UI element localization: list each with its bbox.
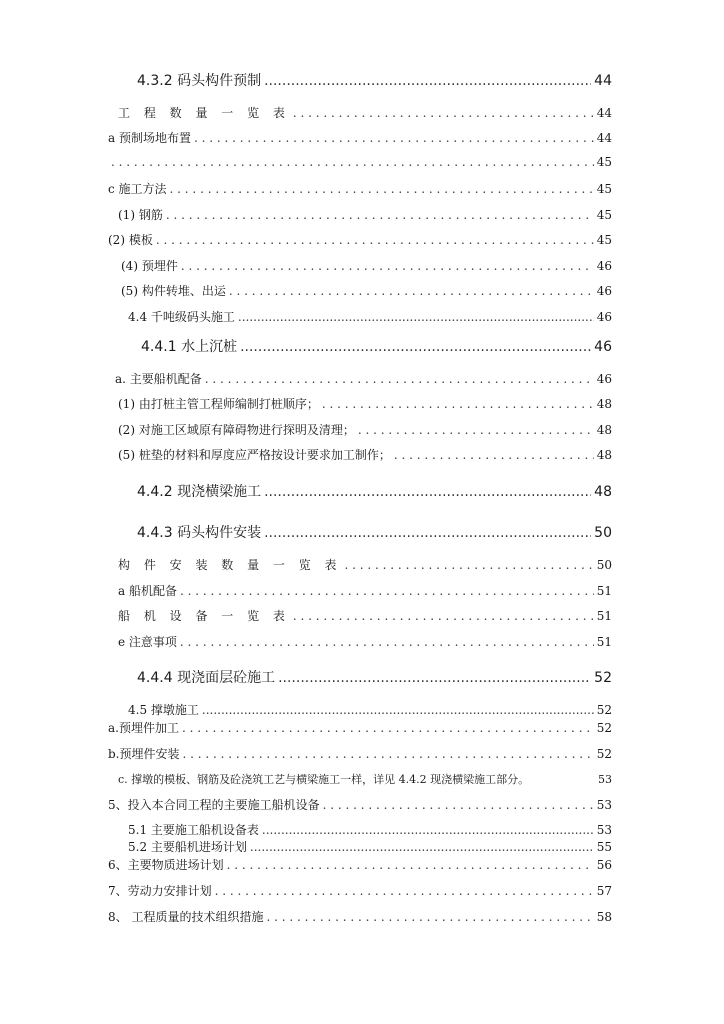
toc-entry-label: b.预埋件安装 (108, 747, 180, 761)
toc-entry[interactable] (118, 446, 612, 463)
toc-entry-page: 46 (594, 339, 612, 355)
toc-entry-page: 58 (596, 910, 612, 924)
toc-entry[interactable] (128, 701, 612, 718)
toc-entry-label: 6、主要物质进场计划 (108, 858, 224, 872)
toc-entry-label: a.预埋件加工 (108, 721, 179, 735)
toc-entry-page: 45 (596, 155, 612, 169)
toc-entry-label: (1) 由打桩主管工程师编制打桩顺序； (118, 397, 319, 411)
toc-entry[interactable] (118, 421, 612, 438)
toc-entry-label: (4) 预埋件 (121, 259, 178, 273)
toc-entry-label: 4.4.4 现浇面层砼施工 (137, 670, 276, 686)
toc-entry[interactable] (121, 257, 612, 274)
toc-entry[interactable] (137, 522, 612, 542)
toc-entry-label: (5) 构件转堆、出运 (121, 284, 226, 298)
toc-entry-label: 工 程 数 量 一 览 表 (118, 106, 290, 120)
toc-leader-dots (266, 910, 593, 924)
toc-entry-page: 48 (596, 448, 612, 462)
toc-entry[interactable] (108, 882, 612, 899)
toc-entry[interactable] (137, 481, 612, 501)
toc-leader-dots (182, 721, 594, 735)
toc-entry-label: 4.4.2 现浇横梁施工 (137, 484, 262, 500)
toc-leader-dots (183, 747, 594, 761)
toc-entry-label: 4.4.3 码头构件安装 (137, 525, 262, 541)
toc-leader-dots (194, 131, 594, 145)
toc-entry[interactable] (128, 308, 612, 325)
toc-entry-page: 46 (596, 310, 612, 324)
toc-entry[interactable] (108, 180, 612, 197)
toc-entry-label: a 预制场地布置 (108, 131, 191, 145)
toc-leader-dots (278, 670, 591, 686)
toc-entry-page: 52 (596, 703, 612, 717)
toc-entry-page: 51 (596, 609, 612, 623)
toc-entry-page: 52 (596, 721, 612, 735)
toc-entry-label: (2) 模板 (108, 233, 153, 247)
toc-leader-dots (166, 208, 594, 222)
toc-entry-page: 53 (596, 798, 612, 812)
toc-entry-page: 56 (596, 858, 612, 872)
toc-entry-label: 船 机 设 备 一 览 表 (118, 609, 290, 623)
toc-entry[interactable] (141, 336, 612, 356)
toc-entry[interactable] (108, 155, 612, 169)
toc-entry-label: 5.2 主要船机进场计划 (128, 840, 247, 854)
toc-entry-page: 46 (596, 284, 612, 298)
toc-leader-dots (358, 423, 594, 437)
toc-entry[interactable] (118, 582, 612, 599)
toc-entry[interactable] (115, 370, 612, 387)
toc-leader-dots (264, 484, 591, 500)
toc-entry-label: e 注意事项 (118, 635, 177, 649)
toc-leader-dots (227, 858, 594, 872)
toc-leader-dots (240, 339, 591, 355)
toc-entry-page: 46 (596, 372, 612, 386)
toc-entry-page: 44 (594, 73, 612, 89)
toc-entry-label: a 船机配备 (118, 584, 177, 598)
toc-entry-label: c 施工方法 (108, 182, 167, 196)
toc-entry-page: 53 (598, 773, 612, 786)
toc-leader-dots (250, 840, 594, 854)
toc-leader-dots (215, 884, 594, 898)
toc-entry-label: 4.4.1 水上沉桩 (141, 339, 238, 355)
toc-entry-page: 52 (594, 670, 612, 686)
toc-entry[interactable] (118, 395, 612, 412)
toc-entry[interactable] (108, 856, 612, 873)
toc-entry[interactable] (118, 633, 612, 650)
toc-entry-page: 57 (596, 884, 612, 898)
toc-entry[interactable] (108, 129, 612, 146)
toc-entry[interactable] (118, 104, 612, 121)
toc-entry-label: 8、 工程质量的技术组织措施 (108, 910, 264, 924)
toc-entry-page: 45 (596, 233, 612, 247)
toc-entry[interactable] (108, 719, 612, 736)
toc-entry[interactable] (108, 908, 612, 925)
toc-entry-page: 55 (596, 840, 612, 854)
toc-leader-dots (229, 284, 594, 298)
toc-entry-label: (2) 对施工区域原有障碍物进行探明及清理； (118, 423, 355, 437)
toc-entry-page: 50 (596, 558, 612, 572)
toc-entry[interactable] (137, 70, 612, 90)
toc-entry-label: (5) 桩垫的材料和厚度应严格按设计要求加工制作； (118, 448, 391, 462)
toc-entry-page: 52 (596, 747, 612, 761)
toc-entry-label: 4.3.2 码头构件预制 (137, 73, 262, 89)
toc-entry[interactable] (118, 206, 612, 223)
toc-leader-dots (180, 635, 594, 649)
toc-entry[interactable] (128, 821, 612, 838)
toc-entry[interactable] (118, 556, 612, 573)
toc-entry[interactable] (137, 667, 612, 687)
toc-leader-dots (170, 182, 594, 196)
toc-entry-label: c. 撑墩的模板、钢筋及砼浇筑工艺与横梁施工一样，详见 4.4.2 现浇横梁施工部分。 (118, 773, 530, 786)
toc-leader-dots (262, 823, 594, 837)
toc-leader-dots (293, 609, 594, 623)
toc-entry-page: 44 (596, 131, 612, 145)
toc-leader-dots (156, 233, 594, 247)
toc-entry[interactable] (108, 745, 612, 762)
toc-leader-dots (264, 525, 591, 541)
toc-leader-dots (293, 106, 594, 120)
toc-entry-page: 46 (596, 259, 612, 273)
toc-entry[interactable] (108, 796, 612, 813)
toc-leader-dots (180, 584, 594, 598)
toc-entry-page: 44 (596, 106, 612, 120)
toc-leader-dots (111, 155, 594, 169)
toc-entry-page: 48 (596, 397, 612, 411)
toc-entry-page: 48 (594, 484, 612, 500)
toc-entry-page: 45 (596, 208, 612, 222)
toc-entry-page: 51 (596, 635, 612, 649)
toc-entry-page: 53 (596, 823, 612, 837)
toc-entry-page: 50 (594, 525, 612, 541)
toc-leader-dots (202, 703, 594, 717)
toc-entry-page: 48 (596, 423, 612, 437)
toc-leader-dots (181, 259, 594, 273)
toc-entry-label: 构 件 安 装 数 量 一 览 表 (118, 558, 342, 572)
toc-entry-label: 7、劳动力安排计划 (108, 884, 212, 898)
toc-entry-label: 5.1 主要施工船机设备表 (128, 823, 259, 837)
toc-entry-page: 51 (596, 584, 612, 598)
toc-entry-label: 4.5 撑墩施工 (128, 703, 199, 717)
toc-leader-dots (322, 397, 594, 411)
toc-leader-dots (205, 372, 594, 386)
toc-entry[interactable] (128, 838, 612, 855)
toc-leader-dots (238, 310, 594, 324)
toc-entry-label: a. 主要船机配备 (115, 372, 202, 386)
toc-entry-page: 45 (596, 182, 612, 196)
toc-entry[interactable] (118, 771, 612, 787)
toc-entry[interactable] (121, 282, 612, 299)
toc-leader-dots (345, 558, 594, 572)
toc-leader-dots (394, 448, 594, 462)
toc-entry-label: 5、投入本合同工程的主要施工船机设备 (108, 798, 320, 812)
toc-entry[interactable] (118, 607, 612, 624)
toc-leader-dots (264, 73, 591, 89)
toc-entry[interactable] (108, 231, 612, 248)
toc-entry-label: (1) 钢筋 (118, 208, 163, 222)
toc-leader-dots (323, 798, 594, 812)
toc-entry-label: 4.4 千吨级码头施工 (128, 310, 235, 324)
